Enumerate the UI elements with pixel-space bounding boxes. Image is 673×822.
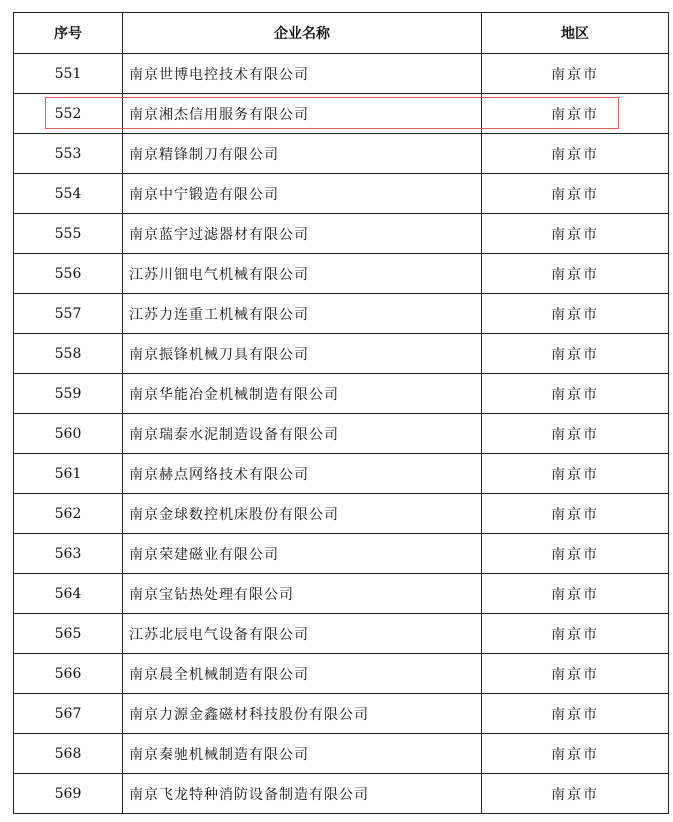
row-enterprise-name: 南京晨全机械制造有限公司	[123, 654, 482, 694]
enterprise-list-document	[13, 12, 665, 814]
row-serial-number: 556	[14, 254, 123, 294]
row-enterprise-name: 南京振锋机械刀具有限公司	[123, 334, 482, 374]
row-region: 南京市	[482, 614, 669, 654]
row-serial-number: 560	[14, 414, 123, 454]
header-enterprise-name: 企业名称	[123, 13, 482, 54]
row-region: 南京市	[482, 574, 669, 614]
table-row	[14, 214, 669, 254]
row-region: 南京市	[482, 454, 669, 494]
header-region: 地区	[482, 13, 669, 54]
row-serial-number: 568	[14, 734, 123, 774]
row-enterprise-name: 南京力源金鑫磁材科技股份有限公司	[123, 694, 482, 734]
row-serial-number: 561	[14, 454, 123, 494]
row-serial-number: 565	[14, 614, 123, 654]
row-enterprise-name: 南京荣建磁业有限公司	[123, 534, 482, 574]
table-row	[14, 94, 669, 134]
row-enterprise-name: 江苏川钿电气机械有限公司	[123, 254, 482, 294]
row-enterprise-name: 南京赫点网络技术有限公司	[123, 454, 482, 494]
row-region: 南京市	[482, 654, 669, 694]
table-row	[14, 694, 669, 734]
row-enterprise-name: 南京飞龙特种消防设备制造有限公司	[123, 774, 482, 814]
table-row	[14, 294, 669, 334]
row-enterprise-name: 南京世博电控技术有限公司	[123, 54, 482, 94]
row-region: 南京市	[482, 694, 669, 734]
row-serial-number: 553	[14, 134, 123, 174]
row-serial-number: 564	[14, 574, 123, 614]
row-region: 南京市	[482, 174, 669, 214]
row-region: 南京市	[482, 534, 669, 574]
table-row	[14, 254, 669, 294]
enterprise-table	[13, 12, 669, 814]
row-enterprise-name: 江苏北辰电气设备有限公司	[123, 614, 482, 654]
row-enterprise-name: 南京华能冶金机械制造有限公司	[123, 374, 482, 414]
table-row	[14, 574, 669, 614]
table-row	[14, 734, 669, 774]
row-serial-number: 558	[14, 334, 123, 374]
row-region: 南京市	[482, 214, 669, 254]
row-enterprise-name: 南京湘杰信用服务有限公司	[123, 94, 482, 134]
table-row	[14, 54, 669, 94]
row-serial-number: 551	[14, 54, 123, 94]
table-header-row	[14, 13, 669, 54]
row-enterprise-name: 江苏力连重工机械有限公司	[123, 294, 482, 334]
row-region: 南京市	[482, 134, 669, 174]
table-row	[14, 494, 669, 534]
table-row	[14, 654, 669, 694]
row-region: 南京市	[482, 294, 669, 334]
row-serial-number: 562	[14, 494, 123, 534]
row-serial-number: 566	[14, 654, 123, 694]
row-serial-number: 559	[14, 374, 123, 414]
table-row	[14, 174, 669, 214]
row-serial-number: 557	[14, 294, 123, 334]
table-row	[14, 774, 669, 814]
row-region: 南京市	[482, 414, 669, 454]
row-region: 南京市	[482, 374, 669, 414]
row-enterprise-name: 南京精锋制刀有限公司	[123, 134, 482, 174]
row-enterprise-name: 南京中宁锻造有限公司	[123, 174, 482, 214]
row-enterprise-name: 南京宝钻热处理有限公司	[123, 574, 482, 614]
row-serial-number: 554	[14, 174, 123, 214]
header-serial-number: 序号	[14, 13, 123, 54]
row-region: 南京市	[482, 774, 669, 814]
row-region: 南京市	[482, 54, 669, 94]
table-row	[14, 414, 669, 454]
row-serial-number: 569	[14, 774, 123, 814]
row-serial-number: 555	[14, 214, 123, 254]
row-region: 南京市	[482, 254, 669, 294]
table-row	[14, 134, 669, 174]
table-row	[14, 534, 669, 574]
row-region: 南京市	[482, 494, 669, 534]
row-region: 南京市	[482, 734, 669, 774]
table-row	[14, 334, 669, 374]
row-enterprise-name: 南京瑞泰水泥制造设备有限公司	[123, 414, 482, 454]
row-region: 南京市	[482, 334, 669, 374]
row-enterprise-name: 南京秦驰机械制造有限公司	[123, 734, 482, 774]
row-region: 南京市	[482, 94, 669, 134]
row-serial-number: 567	[14, 694, 123, 734]
row-serial-number: 552	[14, 94, 123, 134]
row-enterprise-name: 南京蓝宇过滤器材有限公司	[123, 214, 482, 254]
row-enterprise-name: 南京金球数控机床股份有限公司	[123, 494, 482, 534]
table-row	[14, 454, 669, 494]
table-row	[14, 374, 669, 414]
table-row	[14, 614, 669, 654]
row-serial-number: 563	[14, 534, 123, 574]
